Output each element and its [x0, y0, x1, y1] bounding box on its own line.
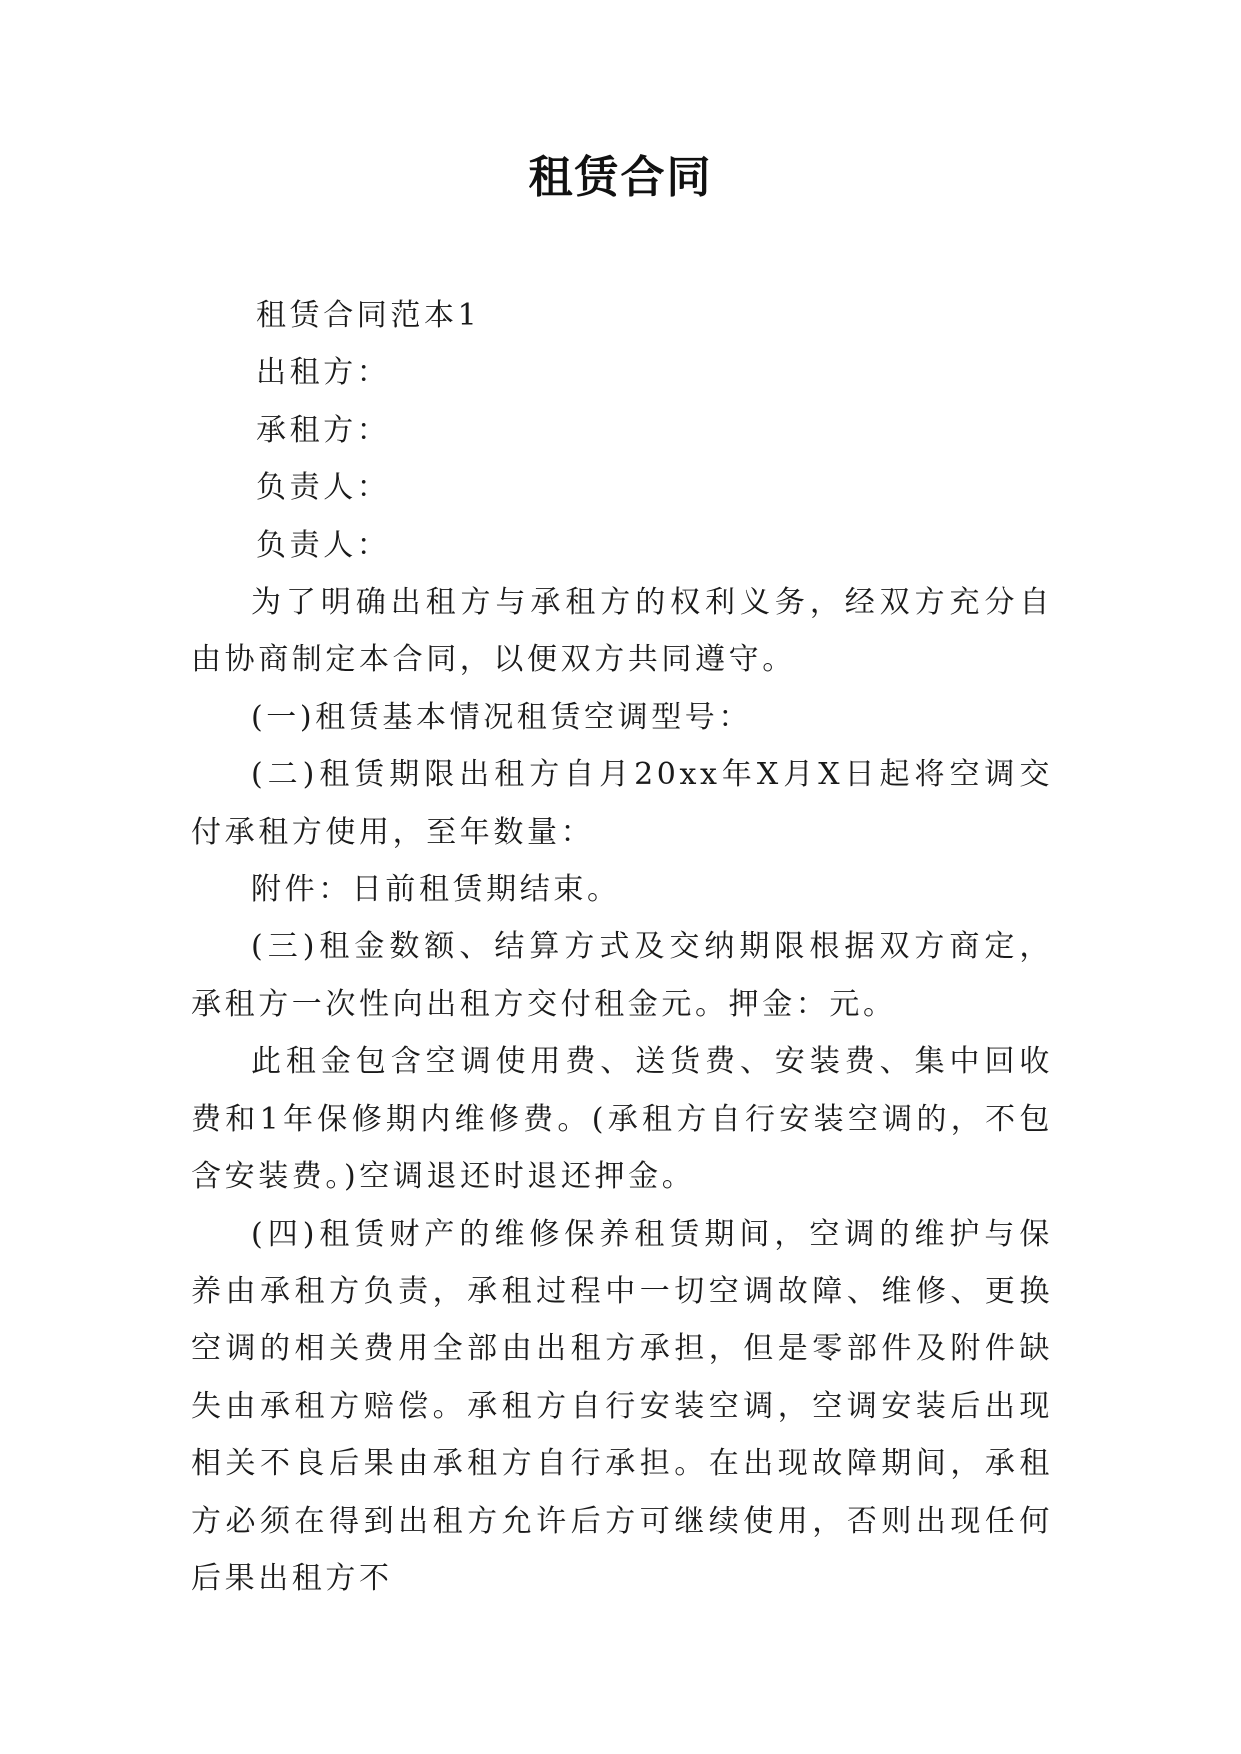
responsible-person-line: 负责人：	[256, 470, 391, 506]
paragraph-section-2: (二)租赁期限出租方自月20xx年X月X日起将空调交付承租方使用，至年数量：	[191, 757, 1053, 850]
lessee-line: 承租方：	[256, 412, 391, 448]
paragraph-preamble: 为了明确出租方与承租方的权利义务，经双方充分自由协商制定本合同，以便双方共同遵守。	[191, 585, 1053, 678]
responsible-person-line: 负责人：	[256, 527, 391, 563]
paragraph-rent-includes: 此租金包含空调使用费、送货费、安装费、集中回收费和1年保修期内维修费。(承租方自行安装空调的，不包含安装费。)空调退还时退还押金。	[191, 1044, 1053, 1195]
paragraph-section-4: (四)租赁财产的维修保养租赁期间，空调的维护与保养由承租方负责，承租过程中一切空调故障、维修、更换空调的相关费用全部由出租方承担，但是零部件及附件缺失由承租方赔偿。承租方自行安装空调，空调安装后出现相关不良后果由承租方自行承担。在出现故障期间，承租方必须在得到出租方允许后方可继续使用，否则出现任何后果出租方不	[191, 1216, 1053, 1596]
paragraph-section-1: (一)租赁基本情况租赁空调型号：	[251, 699, 753, 735]
paragraph-section-3: (三)租金数额、结算方式及交纳期限根据双方商定，承租方一次性向出租方交付租金元。押金：元。	[191, 929, 1053, 1022]
paragraph-attachment: 附件：日前租赁期结束。	[251, 872, 621, 908]
document-title: 租赁合同	[528, 152, 713, 203]
document-body	[191, 287, 1053, 1607]
doc-subtitle: 租赁合同范本1	[256, 298, 481, 333]
lessor-line: 出租方：	[256, 355, 391, 391]
